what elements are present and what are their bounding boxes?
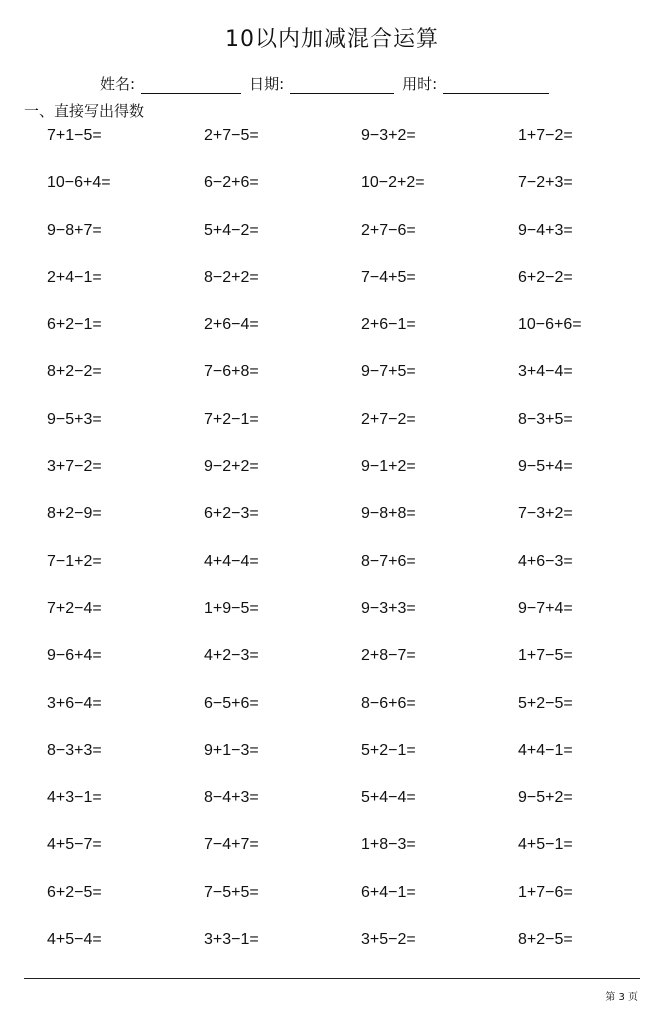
math-problem: 8−3+5= [518,410,573,428]
math-problem: 1+8−3= [361,836,416,854]
date-label: 日期: [249,75,285,93]
math-problem: 2+6−1= [361,316,416,334]
math-problem: 7−2+3= [518,174,573,192]
math-problem: 2+8−7= [361,647,416,665]
math-problem: 9−8+7= [47,221,102,239]
math-problem: 4+6−3= [518,552,573,570]
math-problem: 4+2−3= [204,647,259,665]
math-problem: 6−5+6= [204,694,259,712]
math-problem: 9−7+4= [518,599,573,617]
math-problem: 6+2−2= [518,268,573,286]
math-problem: 8−2+2= [204,268,259,286]
math-problem: 9−4+3= [518,221,573,239]
math-problem: 8−7+6= [361,552,416,570]
math-problem: 9−1+2= [361,458,416,476]
math-problem: 7−3+2= [518,505,573,523]
date-blank-line [290,77,394,94]
math-problem: 4+3−1= [47,789,102,807]
footer-divider [24,978,640,979]
math-problem: 9−2+2= [204,458,259,476]
math-problem: 7−4+5= [361,268,416,286]
math-problem: 8+2−5= [518,931,573,949]
math-problem: 1+9−5= [204,599,259,617]
math-problem: 9−3+3= [361,599,416,617]
math-problem: 4+4−4= [204,552,259,570]
math-problem: 5+2−5= [518,694,573,712]
math-problem: 2+6−4= [204,316,259,334]
math-problem: 9−7+5= [361,363,416,381]
page-number: 第 3 页 [605,992,638,1003]
worksheet-title: 10以内加减混合运算 [225,27,439,52]
math-problem: 4+4−1= [518,741,573,759]
math-problem: 7−4+7= [204,836,259,854]
math-problem: 10−6+6= [518,316,582,334]
math-problem: 4+5−4= [47,931,102,949]
math-problem: 1+7−2= [518,127,573,144]
math-problem: 9−5+4= [518,458,573,476]
math-problem: 3+6−4= [47,694,102,712]
problems-grid [47,126,647,977]
time-blank-line [443,77,549,94]
math-problem: 3+3−1= [204,931,259,949]
math-problem: 5+2−1= [361,741,416,759]
math-problem: 3+5−2= [361,931,416,949]
math-problem: 1+7−6= [518,883,573,901]
math-problem: 1+7−5= [518,647,573,665]
name-blank-line [141,77,241,94]
math-problem: 10−2+2= [361,174,425,192]
math-problem: 10−6+4= [47,174,111,192]
math-problem: 6+2−5= [47,883,102,901]
name-label: 姓名: [100,75,136,93]
student-info-row [100,72,549,94]
math-problem: 7−6+8= [204,363,259,381]
math-problem: 3+4−4= [518,363,573,381]
math-problem: 8+2−2= [47,363,102,381]
time-field-group [402,73,549,94]
time-label: 用时: [402,75,438,93]
math-problem: 9−6+4= [47,647,102,665]
math-problem: 2+7−2= [361,410,416,428]
math-problem: 9+1−3= [204,741,259,759]
math-problem: 8−3+3= [47,741,102,759]
math-problem: 7+2−4= [47,599,102,617]
math-problem: 2+4−1= [47,268,102,286]
math-problem: 6−2+6= [204,174,259,192]
math-problem: 8+2−9= [47,505,102,523]
math-problem: 9−5+3= [47,410,102,428]
math-problem: 7+1−5= [47,127,102,144]
math-problem: 8−4+3= [204,789,259,807]
math-problem: 8−6+6= [361,694,416,712]
math-problem: 7−5+5= [204,883,259,901]
math-problem: 4+5−7= [47,836,102,854]
math-problem: 6+2−1= [47,316,102,334]
math-problem: 7+2−1= [204,410,259,428]
math-problem: 6+2−3= [204,505,259,523]
math-problem: 2+7−5= [204,127,259,144]
date-field-group [249,73,394,94]
math-problem: 9−8+8= [361,505,416,523]
math-problem: 7−1+2= [47,552,102,570]
math-problem: 6+4−1= [361,883,416,901]
math-problem: 2+7−6= [361,221,416,239]
section-heading: 一、直接写出得数 [24,102,145,120]
math-problem: 4+5−1= [518,836,573,854]
math-problem: 5+4−4= [361,789,416,807]
name-field-group [100,73,241,94]
math-problem: 3+7−2= [47,458,102,476]
math-problem: 9−5+2= [518,789,573,807]
math-problem: 9−3+2= [361,127,416,144]
math-problem: 5+4−2= [204,221,259,239]
